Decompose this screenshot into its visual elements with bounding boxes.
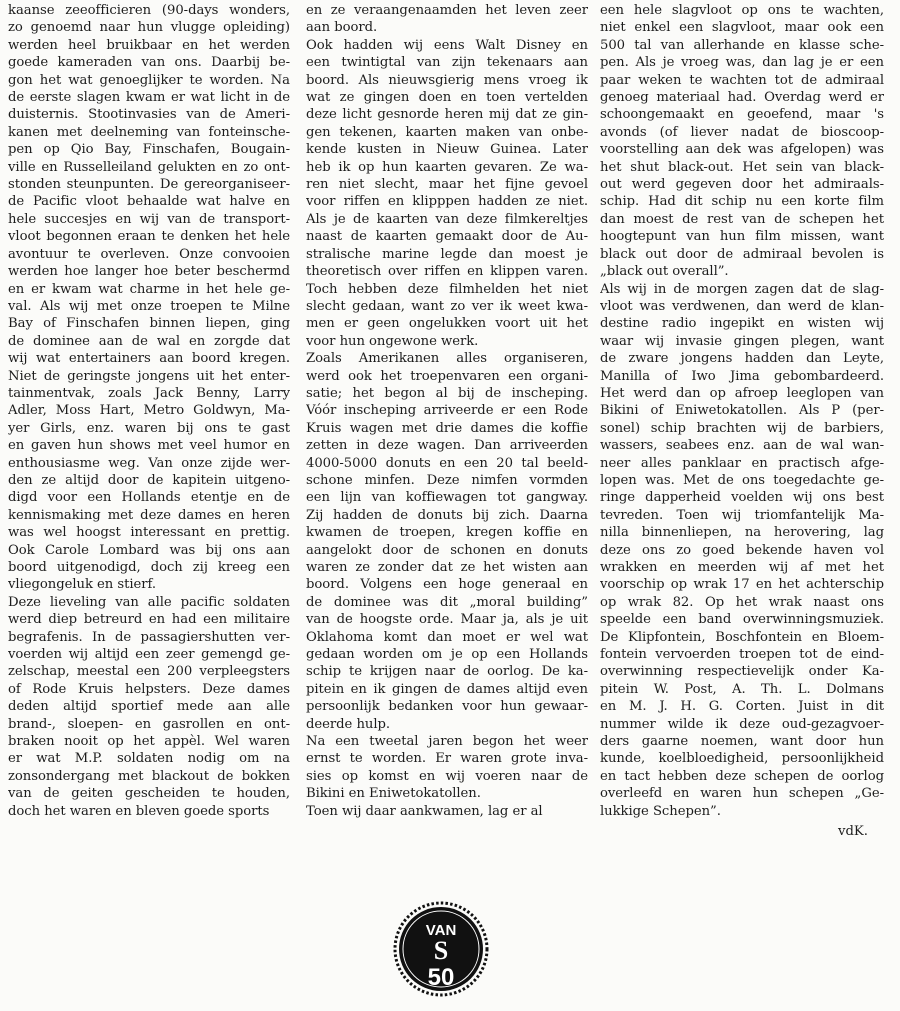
text-line: deze ons zo goed bekende haven vol	[600, 542, 884, 558]
text-line: de Pacific vloot behaalde wat halve en	[8, 194, 290, 210]
text-line: op wrak 82. Op het wrak naast ons	[600, 594, 884, 610]
text-line: 500 tal van allerhande en klasse sche-	[600, 37, 884, 53]
text-column-2	[306, 2, 588, 820]
text-line: vliegongeluk en stierf.	[8, 577, 157, 593]
text-line: Toen wij daar aankwamen, lag er al	[306, 803, 543, 819]
text-line: pen op Qio Bay, Finschafen, Bougain-	[8, 142, 290, 158]
text-line: de dominee aan de wal en zorgde dat	[8, 333, 290, 349]
text-line: Ook hadden wij eens Walt Disney en	[306, 37, 588, 53]
text-line: kennismaking met deze dames en heren	[8, 507, 290, 523]
text-line: was wel hoogst interessant en prettig.	[8, 525, 290, 541]
text-line: van de hoogste orde. Maar ja, als je uit	[306, 612, 588, 628]
text-line: schip. Had dit schip nu een korte film	[600, 194, 884, 210]
text-line: tevreden. Toen wij triomfantelijk Ma-	[600, 507, 884, 523]
text-line: Vóór inscheping arriveerde er een Rode	[306, 403, 588, 419]
text-line: aangelokt door de schonen en donuts	[306, 542, 588, 558]
text-line: voor riffen en klipppen hadden ze niet.	[306, 194, 588, 210]
text-line: werd diep betreurd en had een militaire	[8, 612, 290, 628]
text-line: lopen was. Met de ons toegedachte ge-	[600, 472, 884, 488]
text-line: werden heel bruikbaar en het werden	[8, 37, 290, 53]
text-line: werd ook het troepenvaren een organi-	[306, 368, 588, 384]
text-line: avontuur te overleven. Onze convooien	[8, 246, 290, 262]
emblem-mid-text: S	[433, 936, 449, 965]
text-line: schip te krijgen naar de oorlog. De ka-	[306, 664, 588, 680]
text-line: digd voor een Hollands etentje en de	[8, 490, 290, 506]
text-line: en ze veraangenaamden het leven zeer	[306, 3, 588, 18]
text-line: out werd gegeven door het admiraals-	[600, 177, 884, 193]
text-line: zelschap, meestal een 200 verpleegsters	[8, 664, 290, 680]
author-signature: vdK.	[838, 824, 868, 839]
text-line: gen tekenen, kaarten maken van onbe-	[306, 124, 588, 140]
text-line: wrakken en meerden wij af met het	[600, 560, 884, 575]
text-line: gedaan worden om je op een Hollands	[306, 647, 588, 663]
text-line: een hele slagvloot op ons te wachten,	[600, 3, 884, 18]
text-line: voerden wij altijd een zeer gemengd ge-	[8, 647, 290, 663]
text-line: wassers, seabees enz. aan de wal wan-	[600, 438, 884, 454]
text-line: en M. J. H. G. Corten. Juist in dit	[600, 699, 884, 715]
text-line: kende kusten in Nieuw Guinea. Later	[306, 142, 588, 158]
text-line: boord. Als nieuwsgierig mens vroeg ik	[306, 72, 588, 88]
text-line: stralische marine legde dan moest je	[306, 246, 588, 262]
text-line: waren ze zonder dat ze het wisten aan	[306, 560, 588, 575]
text-line: men er geen ongelukken voort uit het	[306, 316, 588, 332]
text-line: stonden steunpunten. De gereorganiseer-	[8, 177, 290, 193]
text-line: overleefd en waren hun schepen „Ge-	[600, 786, 884, 802]
text-line: gon het wat genoeglijker te worden. Na	[8, 72, 290, 88]
text-line: ringe dapperheid voelden wij ons best	[600, 490, 884, 506]
emblem-number: 50	[427, 964, 455, 991]
text-line: Niet de geringste jongens uit het enter-	[8, 368, 290, 384]
text-line: en gaven hun shows met veel humor en	[8, 438, 290, 454]
text-line: Kruis wagen met drie dames die koffie	[306, 420, 588, 436]
text-line: vloot was verdwenen, dan werd de klan-	[600, 298, 884, 314]
text-line: goede kameraden van ons. Daarbij be-	[8, 55, 290, 71]
text-line: Bikini of Eniwetokatollen. Als P (per-	[600, 403, 884, 419]
text-line: hele succesjes en wij van de transport-	[8, 211, 290, 227]
text-line: pitein en ik gingen de dames altijd even	[306, 681, 588, 697]
text-line: overwinning respectievelijk onder Ka-	[600, 664, 884, 680]
text-line: slecht gedaan, want zo ver ik weet kwa-	[306, 298, 588, 314]
text-line: deerde hulp.	[306, 716, 391, 732]
text-line: werden hoe langer hoe beter beschermd	[8, 264, 290, 280]
text-line: doch het waren en bleven goede sports	[8, 803, 270, 819]
text-line: braken nooit op het appèl. Wel waren	[8, 734, 290, 750]
text-line: de eerste slagen kwam er wat licht in de	[8, 90, 290, 106]
text-line: kwamen de troepen, kregen koffie en	[306, 525, 588, 541]
text-line: schone minfen. Deze nimfen vormden	[306, 472, 588, 488]
text-line: yer Girls, enz. waren bij ons te gast	[8, 420, 290, 436]
text-line: den ze altijd door de kapitein uitgeno-	[8, 472, 290, 488]
text-line: Adler, Moss Hart, Metro Goldwyn, Ma-	[8, 403, 290, 419]
text-line: 4000-5000 donuts en een 20 tal beeld-	[306, 455, 588, 471]
text-line: voorstelling aan dek was afgelopen) was	[600, 142, 884, 158]
text-line: Als wij in de morgen zagen dat de slag-	[600, 281, 884, 297]
text-line: avonds (of liever nadat de bioscoop-	[600, 124, 884, 140]
text-line: niet enkel een slagvloot, maar ook een	[600, 20, 884, 36]
text-line: boord uitgenodigd, doch zij kreeg een	[8, 560, 290, 575]
text-line: zetten in deze wagen. Dan arriveerden	[306, 438, 588, 454]
text-line: voor hun ongewone werk.	[306, 333, 479, 349]
text-line: schoongemaakt en geoefend, maar 's	[600, 107, 884, 123]
text-line: Het werd dan op afroep leeglopen van	[600, 385, 884, 401]
text-line: black out door de admiraal bevolen is	[600, 246, 884, 262]
text-line: persoonlijk bedanken voor hun gewaar-	[306, 699, 588, 715]
text-line: er wat M.P. soldaten nodig om na	[8, 751, 290, 767]
text-line: vloot begonnen eraan te denken het hele	[8, 229, 290, 245]
text-line: paar weken te wachten tot de admiraal	[600, 72, 884, 88]
text-line: Oklahoma komt dan moet er wel wat	[306, 629, 588, 645]
text-line: en tact hebben deze schepen de oorlog	[600, 768, 884, 784]
text-line: fontein vervoerden troepen tot de eind-	[600, 647, 884, 663]
text-line: Toch hebben deze filmhelden het niet	[306, 281, 588, 297]
text-line: satie; het begon al bij de inscheping.	[306, 385, 588, 401]
text-line: deden altijd sportief mede aan alle	[8, 699, 290, 715]
text-line: „black out overall”.	[600, 264, 729, 280]
text-line: zo genoemd naar hun vlugge opleiding)	[8, 20, 290, 36]
text-line: Zoals Amerikanen alles organiseren,	[306, 351, 588, 367]
text-line: Bikini en Eniwetokatollen.	[306, 786, 481, 802]
text-line: of Rode Kruis helpsters. Deze dames	[8, 681, 290, 697]
text-line: hoogtepunt van hun film missen, want	[600, 229, 884, 245]
text-line: pen. Als je vroeg was, dan lag je er een	[600, 55, 884, 71]
text-line: Manilla of Iwo Jima gebombardeerd.	[600, 368, 884, 384]
text-line: neer alles panklaar en practisch afge-	[600, 455, 884, 471]
text-line: Bay of Finschafen binnen liepen, ging	[8, 316, 290, 332]
text-line: kunde, koelbloedigheid, persoonlijkheid	[600, 751, 884, 767]
text-line: voorschip op wrak 17 en het achterschip	[600, 577, 884, 593]
text-line: dan moest de rest van de schepen het	[600, 211, 884, 227]
text-line: Deze lieveling van alle pacific soldaten	[8, 594, 290, 610]
text-line: nummer wilde ik deze oud-gezagvoer-	[600, 716, 884, 732]
text-line: de zware jongens hadden dan Leyte,	[600, 351, 884, 367]
text-line: nilla binnenliepen, na herovering, lag	[600, 525, 884, 541]
text-line: sies op komst en wij voeren naar de	[306, 768, 588, 784]
text-line: Ook Carole Lombard was bij ons aan	[8, 542, 290, 558]
text-line: zonsondergang met blackout de bokken	[8, 768, 290, 784]
text-line: Na een tweetal jaren begon het weer	[306, 734, 588, 750]
text-line: een twintigtal van zijn tekenaars aan	[306, 55, 588, 71]
text-line: van de geiten gescheiden te houden,	[8, 786, 290, 802]
text-line: heb ik op hun kaarten gevaren. Ze wa-	[306, 159, 588, 175]
text-line: en er kwam wat charme in het hele ge-	[8, 281, 290, 297]
text-line: De Klipfontein, Boschfontein en Bloem-	[600, 629, 884, 645]
text-line: een lijn van koffiewagen tot gangway.	[306, 490, 588, 506]
text-line: het shut black-out. Het sein van black-	[600, 159, 884, 175]
text-line: speelde een band overwinningsmuziek.	[600, 612, 884, 628]
text-line: aan boord.	[306, 20, 378, 36]
text-line: boord. Volgens een hoge generaal en	[306, 577, 588, 593]
text-line: brand-, sloepen- en gasrollen en ont-	[8, 716, 290, 732]
text-line: begrafenis. In de passagiershutten ver-	[8, 629, 290, 645]
text-line: Zij hadden de donuts bij zich. Daarna	[306, 507, 588, 523]
text-line: wat ze gingen doen en toen vertelden	[306, 90, 588, 106]
text-line: enthousiasme weg. Van onze zijde wer-	[8, 455, 290, 471]
text-line: genoeg materiaal had. Overdag werd er	[600, 90, 884, 106]
text-line: duisternis. Stootinvasies van de Ameri-	[8, 107, 290, 123]
text-line: wij wat entertainers aan boord kregen.	[8, 351, 290, 367]
emblem-top-text: VAN	[425, 922, 457, 939]
anniversary-50-emblem-icon	[393, 901, 489, 997]
text-line: ville en Russelleiland gelukten en zo ont-	[8, 159, 290, 175]
text-line: Als je de kaarten van deze filmkereltjes	[306, 211, 588, 227]
text-line: deze licht gesnorde heren mij dat ze gin-	[306, 107, 588, 123]
text-line: ders gaarne noemen, want door hun	[600, 734, 884, 750]
text-line: val. Als wij met onze troepen te Milne	[8, 298, 290, 314]
text-line: kanen met deelneming van fonteinsche-	[8, 124, 290, 140]
text-line: theoretisch over riffen en klippen varen.	[306, 264, 588, 280]
text-line: de dominee was dit „moral building”	[306, 594, 588, 610]
text-column-1	[8, 2, 290, 820]
text-line: ernst te worden. Er waren grote inva-	[306, 751, 588, 767]
text-column-3	[600, 2, 884, 820]
text-line: naast de kaarten gemaakt door de Au-	[306, 229, 588, 245]
text-line: ren niet slecht, maar het fijne gevoel	[306, 177, 588, 193]
text-line: pitein W. Post, A. Th. L. Dolmans	[600, 681, 884, 697]
text-line: kaanse zeeofficieren (90-days wonders,	[8, 3, 290, 18]
text-line: destine radio ingepikt en wisten wij	[600, 316, 884, 332]
text-line: sonel) schip brachten wij de barbiers,	[600, 420, 884, 436]
text-line: lukkige Schepen”.	[600, 803, 721, 819]
text-line: tainmentvak, zoals Jack Benny, Larry	[8, 385, 290, 401]
text-line: waar wij invasie gingen plegen, want	[600, 333, 884, 349]
